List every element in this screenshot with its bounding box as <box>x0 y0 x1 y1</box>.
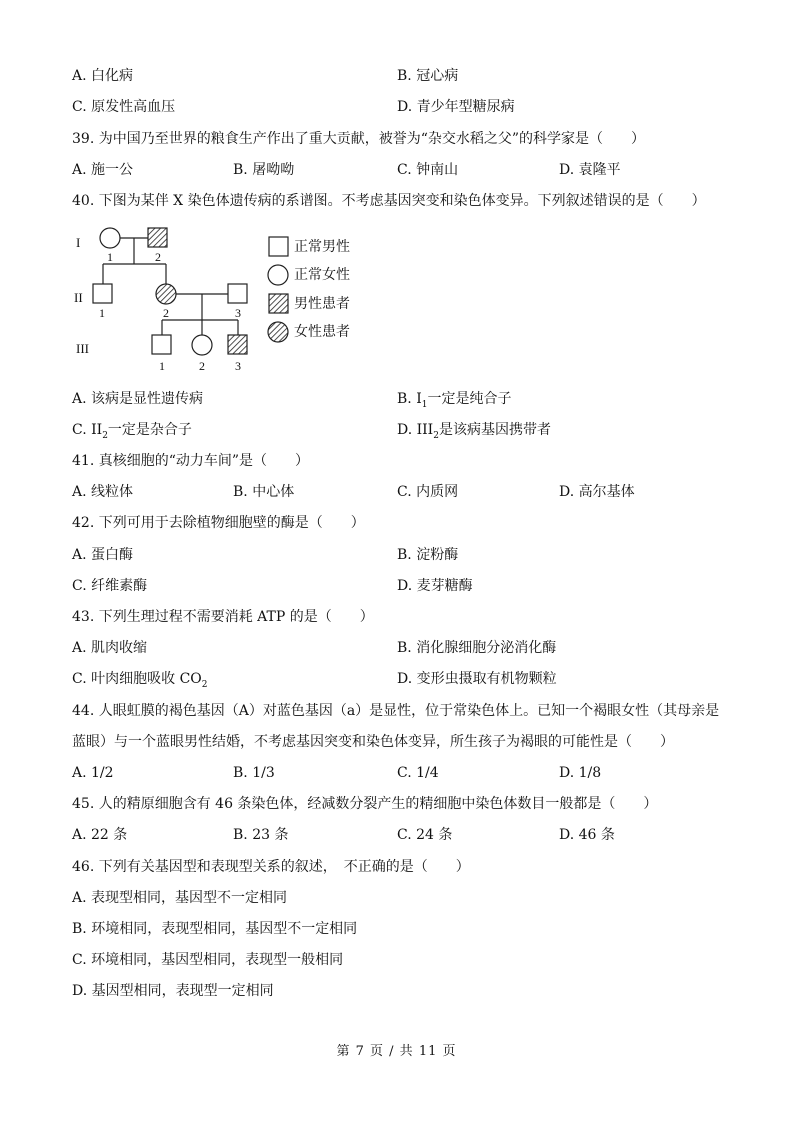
legend-affected-female: 女性患者 <box>294 324 350 340</box>
label-i1: 1 <box>107 250 113 264</box>
question-41-stem: 41. 真核细胞的“动力车间”是（ ） <box>72 453 310 469</box>
q46-option-a: A. 表现型相同，基因型不一定相同 <box>72 890 288 906</box>
question-44-stem-line1: 44. 人眼虹膜的褐色基因（A）对蓝色基因（a）是显性，位于常染色体上。已知一个褐眼女性（其母亲是 <box>72 703 720 719</box>
ii2-affected-female <box>156 284 176 304</box>
q41-option-d: D. 高尔基体 <box>559 484 635 500</box>
q42-option-d: D. 麦芽糖酶 <box>397 578 473 594</box>
q45-option-d: D. 46 条 <box>559 827 615 843</box>
label-i2: 2 <box>155 250 161 264</box>
q39-option-d: D. 袁隆平 <box>559 162 621 178</box>
label-iii2: 2 <box>199 359 205 373</box>
q45-option-b: B. 23 条 <box>233 827 289 843</box>
q44-option-c: C. 1/4 <box>397 765 439 781</box>
q45-option-a: A. 22 条 <box>72 827 128 843</box>
q44-option-b: B. 1/3 <box>233 765 275 781</box>
ii1-normal-male <box>93 284 112 303</box>
legend-normal-female: 正常女性 <box>294 267 350 283</box>
question-39-stem: 39. 为中国乃至世界的粮食生产作出了重大贡献，被誉为“杂交水稻之父”的科学家是（ ） <box>72 131 646 147</box>
q40-option-d: D. $III_2$是该病基因携带者 <box>397 422 551 441</box>
q43-option-d: D. 变形虫摄取有机物颗粒 <box>397 671 557 687</box>
q46-option-b: B. 环境相同，表现型相同，基因型不一定相同 <box>72 921 358 937</box>
legend-affected-male-symbol <box>269 294 288 313</box>
q43-option-c: C. 叶肉细胞吸收 $CO_2$ <box>72 671 208 690</box>
q46-option-d: D. 基因型相同，表现型一定相同 <box>72 983 274 999</box>
option-a: A. 白化病 <box>72 68 134 84</box>
legend-normal-male: 正常男性 <box>294 239 350 255</box>
q42-option-c: C. 纤维素酶 <box>72 578 148 594</box>
ii3-normal-male <box>228 284 247 303</box>
iii2-normal-female <box>192 335 212 355</box>
label-ii1: 1 <box>99 306 105 320</box>
i1-normal-female <box>100 228 120 248</box>
q43-option-b: B. 消化腺细胞分泌消化酶 <box>397 640 557 656</box>
question-46-stem: 46. 下列有关基因型和表现型关系的叙述， 不正确的是（ ） <box>72 859 470 875</box>
q42-option-a: A. 蛋白酶 <box>72 547 134 563</box>
q41-option-a: A. 线粒体 <box>72 484 134 500</box>
question-45-stem: 45. 人的精原细胞含有 46 条染色体，经减数分裂产生的精细胞中染色体数目一般都是（ ） <box>72 796 658 812</box>
legend-affected-male: 男性患者 <box>294 296 350 312</box>
legend-normal-male-symbol <box>269 237 288 256</box>
q40-option-b: B. $I_1$一定是纯合子 <box>397 391 512 410</box>
q40-option-a: A. 该病是显性遗传病 <box>72 391 204 407</box>
q42-option-b: B. 淀粉酶 <box>397 547 459 563</box>
legend-normal-female-symbol <box>268 265 288 285</box>
label-iii3: 3 <box>235 359 241 373</box>
gen-label-i: I <box>76 235 81 250</box>
question-43-stem: 43. 下列生理过程不需要消耗 ATP 的是（ ） <box>72 609 374 625</box>
q45-option-c: C. 24 条 <box>397 827 453 843</box>
q46-option-c: C. 环境相同，基因型相同，表现型一般相同 <box>72 952 344 968</box>
gen-label-iii: III <box>76 341 89 356</box>
q41-option-b: B. 中心体 <box>233 484 295 500</box>
q43-option-a: A. 肌肉收缩 <box>72 640 148 656</box>
label-iii1: 1 <box>159 359 165 373</box>
iii3-affected-male <box>228 335 247 354</box>
option-d: D. 青少年型糖尿病 <box>397 99 515 115</box>
q41-option-c: C. 内质网 <box>397 484 459 500</box>
page-footer: 第 7 页 / 共 11 页 <box>336 1044 457 1059</box>
legend-affected-female-symbol <box>268 322 288 342</box>
label-ii3: 3 <box>235 306 241 320</box>
q39-option-c: C. 钟南山 <box>397 162 459 178</box>
iii1-normal-male <box>152 335 171 354</box>
gen-label-ii: II <box>74 290 83 305</box>
q39-option-b: B. 屠呦呦 <box>233 162 295 178</box>
question-40-stem: 40. 下图为某伴 X 染色体遗传病的系谱图。不考虑基因突变和染色体变异。下列叙述错误的是（ ） <box>72 193 706 209</box>
q44-option-a: A. 1/2 <box>72 765 114 781</box>
q44-option-d: D. 1/8 <box>559 765 602 781</box>
label-ii2: 2 <box>163 306 169 320</box>
q40-option-c: C. $II_2$一定是杂合子 <box>72 422 192 441</box>
q39-option-a: A. 施一公 <box>72 162 134 178</box>
question-44-stem-line2: 蓝眼）与一个蓝眼男性结婚，不考虑基因突变和染色体变异，所生孩子为褐眼的可能性是（ ） <box>72 734 674 750</box>
option-c: C. 原发性高血压 <box>72 99 176 115</box>
option-b: B. 冠心病 <box>397 68 459 84</box>
i2-affected-male <box>148 228 167 247</box>
question-42-stem: 42. 下列可用于去除植物细胞壁的酶是（ ） <box>72 515 365 531</box>
